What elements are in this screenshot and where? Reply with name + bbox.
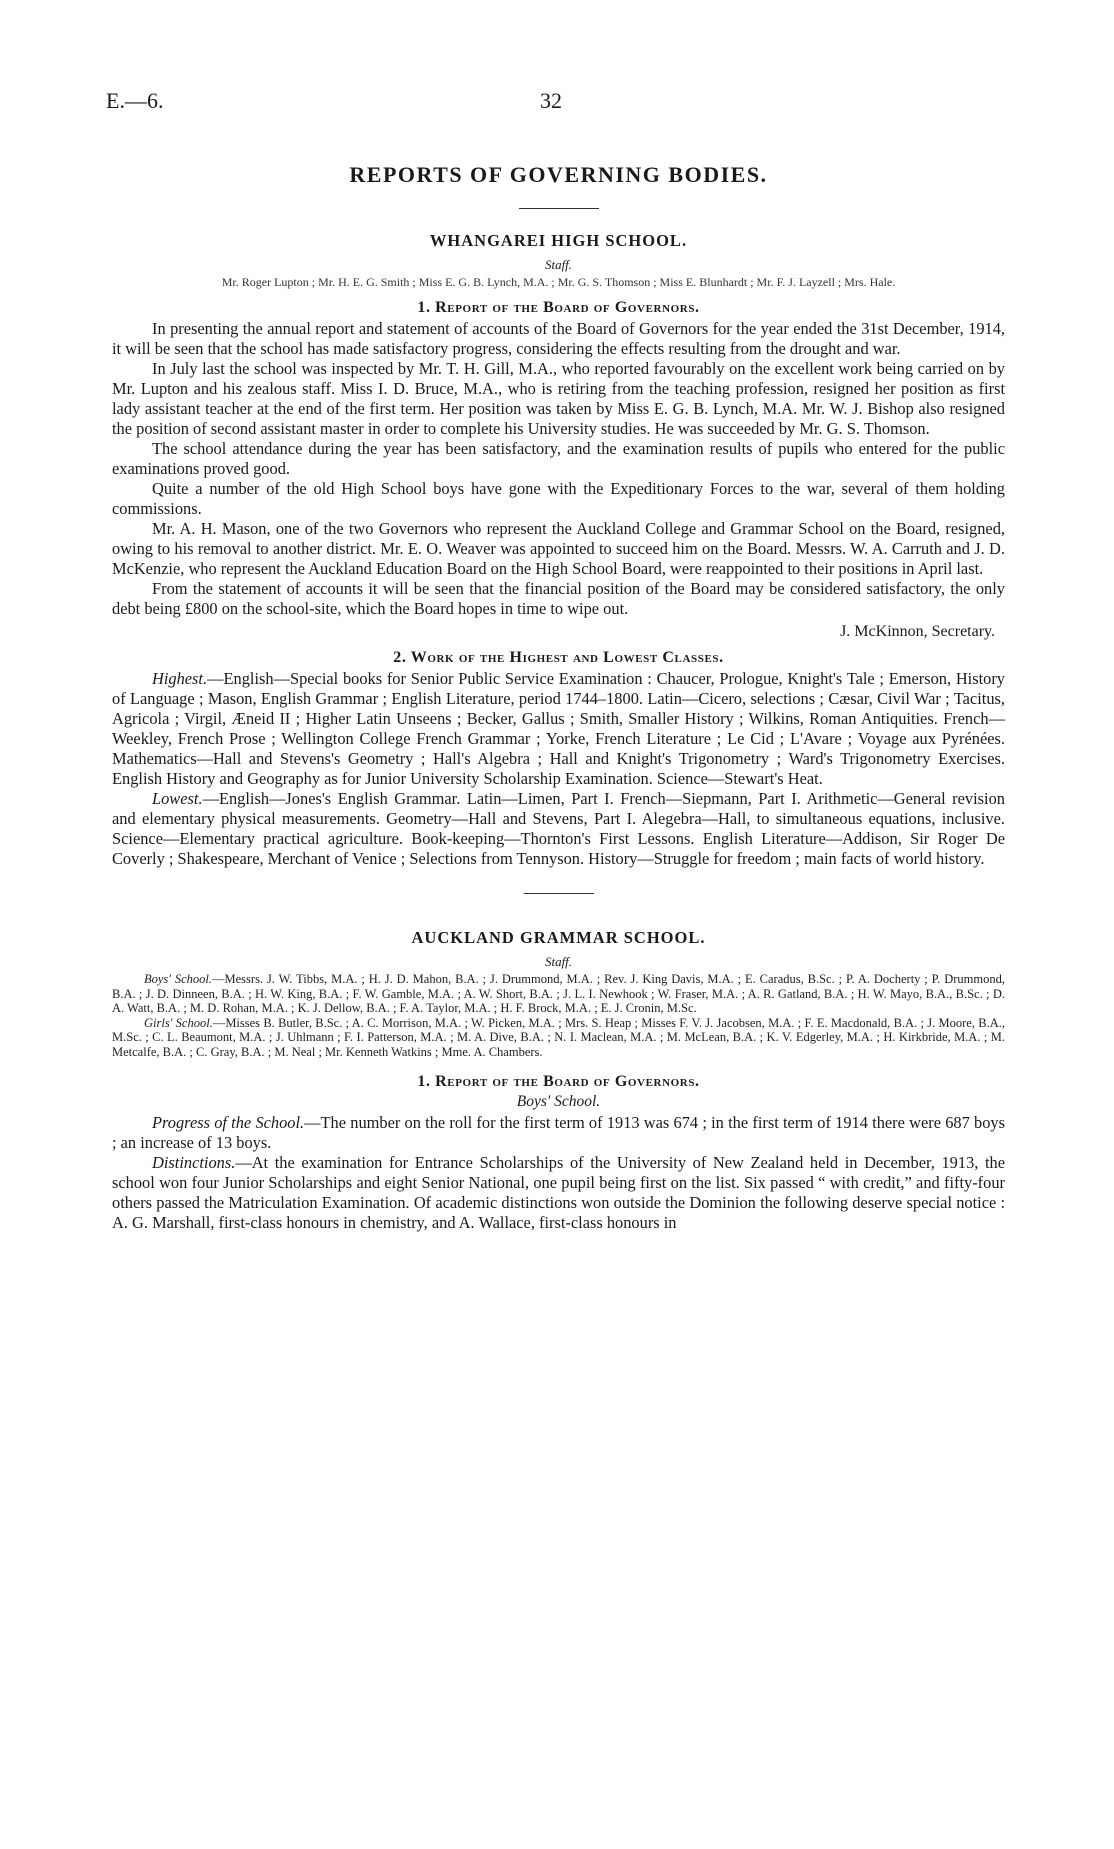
girls-staff-list: [112, 1016, 1005, 1060]
distinctions-text: —At the examination for Entrance Scholarships of the University of New Zealand held in December, 1913, the school won four Junior Scholarships and eight Senior National, one pupil being first on the list. Six passed “ with credit,” and fifty-four others passed the Matriculation Examination. Of academic distinctions won outside the Dominion the following deserve special notice : A. G. Marshall, first-class honours in chemistry, and A. Wallace, first-class honours in: [112, 1153, 1005, 1232]
whangarei-school-name: WHANGAREI HIGH SCHOOL.: [429, 231, 688, 250]
whangarei-report-paragraph: Quite a number of the old High School boys have gone with the Expeditionary Forces to the war, several of them holding commissions.: [112, 479, 1005, 518]
page-body: [112, 162, 1005, 1233]
whangarei-staff-list: Mr. Roger Lupton ; Mr. H. E. G. Smith ; Miss E. G. B. Lynch, M.A. ; Mr. G. S. Thomson ; Miss E. Blunhardt ; Mr. F. J. Layzell ; Mrs. Hale.: [221, 275, 896, 289]
distinctions-paragraph: [112, 1153, 1005, 1233]
whangarei-report-heading: 1. Report of the Board of Governors.: [417, 299, 700, 316]
boys-school-subheading: Boys' School.: [516, 1093, 601, 1110]
boys-staff-label: Boys' School.: [144, 972, 213, 986]
page-title: REPORTS OF GOVERNING BODIES.: [349, 162, 768, 187]
highest-class-text: —English—Special books for Senior Public Service Examination : Chaucer, Prologue, Knight's Tale ; Emerson, History of Language ; Mason, English Grammar ; English Literature, period 1744–1800. Latin—Cicero, selections ; Cæsar, Civil War ; Tacitus, Agricola ; Virgil, Æneid II ; Higher Latin Unseens ; Becker, Gallus ; Smith, Smaller History ; Wilkins, Roman Antiquities. French—Weekley, French Prose ; Wellington College French Grammar ; Yorke, French Literature ; Le Cid ; L'Avare ; Voyage aux Pyrénées. Mathematics—Hall and Stevens's Geometry ; Hall's Algebra ; Hall and Knight's Trigonometry ; Ward's Trigonometry Exercises. English History and Geography as for Junior University Scholarship Examination. Science—Stewart's Heat.: [112, 669, 1005, 788]
highest-class-paragraph: [112, 669, 1005, 789]
lowest-class-text: —English—Jones's English Grammar. Latin—Limen, Part I. French—Siepmann, Part I. Arithmetic—General revision and elementary physical measurements. Geometry—Hall and Stevens, Part I. Alegebra—Hall, to simultaneous equations, inclusive. Science—Elementary practical agriculture. Book-keeping—Thornton's First Lessons. English Literature—Addison, Sir Roger De Coverly ; Shakespeare, Merchant of Venice ; Selections from Tennyson. History—Struggle for freedom ; main facts of world history.: [112, 789, 1005, 868]
section-divider: [524, 893, 594, 894]
distinctions-label: Distinctions.: [152, 1153, 236, 1172]
series-code: E.—6.: [106, 88, 164, 113]
lowest-label: Lowest.: [152, 789, 203, 808]
auckland-report-heading: 1. Report of the Board of Governors.: [417, 1073, 700, 1090]
whangarei-report-paragraph: From the statement of accounts it will be seen that the financial position of the Board may be considered satisfactory, the only debt being £800 on the school-site, which the Board hopes in time to wipe out.: [112, 579, 1005, 618]
work-classes-heading: 2. Work of the Highest and Lowest Classes.: [393, 649, 724, 666]
auckland-section: [112, 928, 1005, 1233]
whangarei-report-paragraph: The school attendance during the year has been satisfactory, and the examination results of pupils who entered for the public examinations proved good.: [112, 439, 1005, 478]
progress-paragraph: [112, 1113, 1005, 1153]
lowest-class-paragraph: [112, 789, 1005, 869]
highest-label: Highest.: [152, 669, 208, 688]
girls-staff-label: Girls' School.: [144, 1015, 213, 1030]
girls-staff-names: —Misses B. Butler, B.Sc. ; A. C. Morrison, M.A. ; W. Picken, M.A. ; Mrs. S. Heap ; Misses F. V. J. Jacobsen, M.A. ; F. E. Macdonald, B.A. ; J. Moore, B.A., M.Sc. ; C. L. Beaumont, M.A. ; J. Uhlmann ; F. I. Patterson, M.A. ; M. A. Dive, B.A. ; N. I. Maclean, M.A. ; M. McLean, B.A. ; K. V. Edgerley, M.A. ; H. Kirkbride, M.A. ; M. Metcalfe, B.A. ; C. Gray, B.A. ; M. Neal ; Mr. Kenneth Watkins ; Mme. A. Chambers.: [112, 1015, 1005, 1059]
auckland-school-name: AUCKLAND GRAMMAR SCHOOL.: [411, 928, 706, 947]
whangarei-report-paragraph: In July last the school was inspected by Mr. T. H. Gill, M.A., who reported favourably on the excellent work being carried on by Mr. Lupton and his zealous staff. Miss I. D. Bruce, M.A., who is retiring from the teaching profession, resigned her position as first lady assistant teacher at the end of the first term. Her position was taken by Miss E. G. B. Lynch, M.A. Mr. W. J. Bishop also resigned the position of second assistant master in order to complete his University studies. He was succeeded by Mr. G. S. Thomson.: [112, 359, 1005, 438]
progress-label: Progress of the School.: [152, 1113, 305, 1132]
title-divider: [519, 208, 599, 209]
boys-staff-list: [112, 972, 1005, 1016]
whangarei-section: [112, 231, 1005, 869]
auckland-staff-heading: Staff.: [544, 954, 573, 969]
page-number: 32: [540, 88, 562, 113]
whangarei-report-paragraph: In presenting the annual report and statement of accounts of the Board of Governors for the year ended the 31st December, 1914, it will be seen that the school has made satisfactory progress, considering the effects resulting from the drought and war.: [112, 319, 1005, 358]
progress-text: —The number on the roll for the first term of 1913 was 674 ; in the first term of 1914 there were 687 boys ; an increase of 13 boys.: [112, 1113, 1005, 1152]
whangarei-staff-heading: Staff.: [544, 257, 573, 272]
whangarei-report-paragraph: Mr. A. H. Mason, one of the two Governors who represent the Auckland College and Grammar School on the Board, resigned, owing to his removal to another district. Mr. E. O. Weaver was appointed to succeed him on the Board. Messrs. W. A. Carruth and J. D. McKenzie, who represent the Auckland Education Board on the High School Board, were reappointed to their positions in April last.: [112, 519, 1005, 578]
secretary-signature: J. McKinnon, Secretary.: [840, 623, 995, 640]
boys-staff-names: —Messrs. J. W. Tibbs, M.A. ; H. J. D. Mahon, B.A. ; J. Drummond, M.A. ; Rev. J. King Davis, M.A. ; E. Caradus, B.Sc. ; P. A. Docherty ; P. Drummond, B.A. ; J. D. Dinneen, B.A. ; H. W. King, B.A. ; F. W. Gamble, M.A. ; A. W. Short, B.A. ; J. L. I. Newhook ; W. Fraser, M.A. ; A. R. Gatland, B.A. ; H. W. Mayo, B.A., B.Sc. ; D. A. Watt, B.A. ; M. D. Rohan, M.A. ; K. J. Dellow, B.A. ; F. A. Taylor, M.A. ; H. F. Brock, M.A. ; E. J. Cronin, M.Sc.: [112, 972, 1006, 1015]
